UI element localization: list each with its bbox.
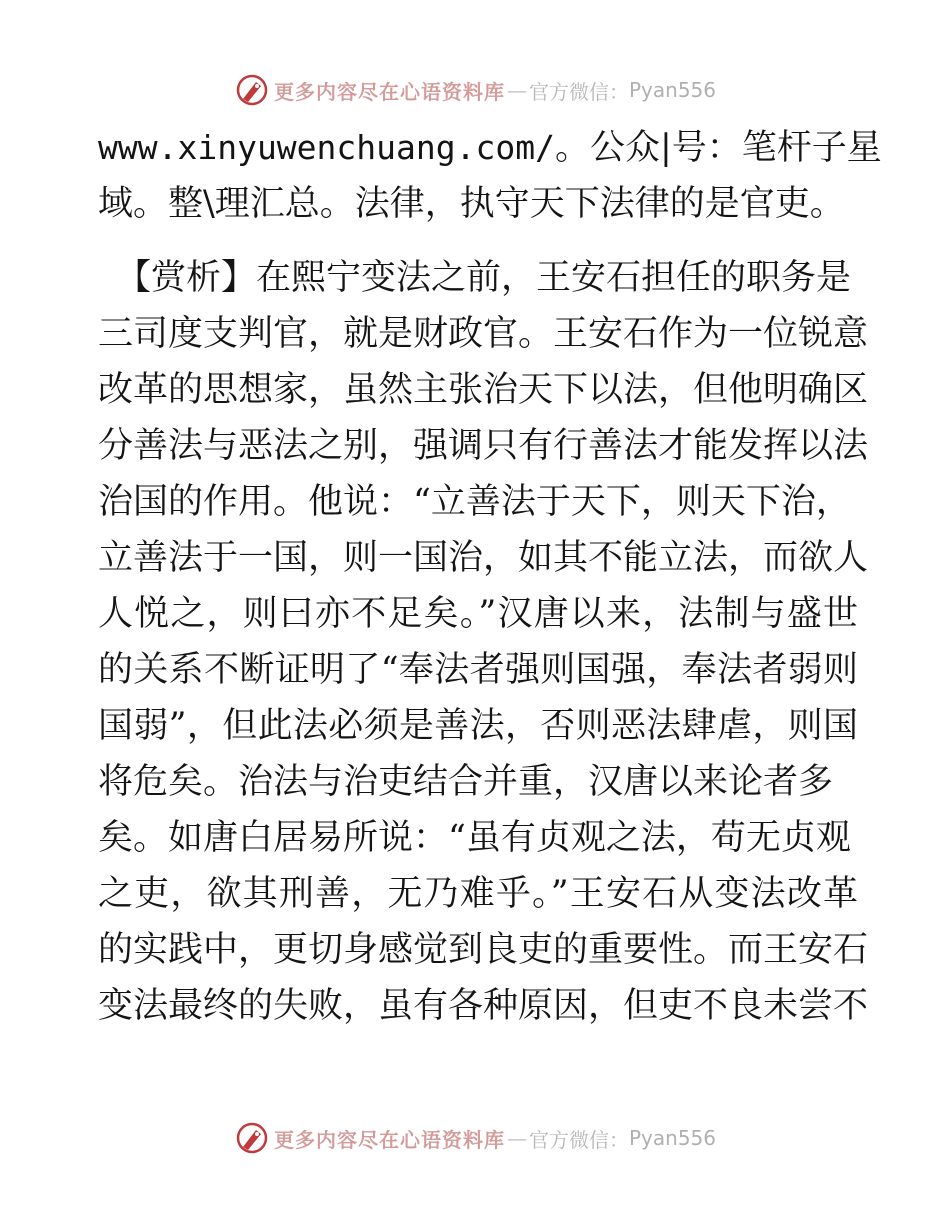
banner-separator: — [506,1126,527,1150]
paragraph-2 [98,250,869,1034]
banner-wechat-label: 官方微信： [528,79,629,104]
text-line: 的实践中，更切身感觉到良吏的重要性。而王安石 [98,930,869,970]
banner-separator: — [506,78,527,102]
text-line: 【赏析】在熙宁变法之前，王安石担任的职务是 [116,258,852,298]
text-line: 的关系不断证明了“奉法者强则国强，奉法者弱则 [98,650,858,690]
text-line: 将危矣。治法与治吏结合并重，汉唐以来论者多 [98,762,834,802]
text-line: 矣。如唐白居易所说：“虽有贞观之法，苟无贞观 [98,818,851,858]
text-line: 治国的作用。他说：“立善法于天下，则天下治， [98,482,851,522]
text-line: 三司度支判官，就是财政官。王安石作为一位锐意 [98,314,869,354]
banner-wechat-id: Pyan556 [628,1126,716,1150]
text-line: 之吏，欲其刑善，无乃难乎。”王安石从变法改革 [98,874,858,914]
text-line: 改革的思想家，虽然主张治天下以法，但他明确区 [98,370,869,410]
text-line: 域。整\理汇总。法律，执守天下法律的是官吏。 [98,184,845,224]
banner-main-text: 更多内容尽在心语资料库 [273,1127,505,1152]
text-line: 分善法与恶法之别，强调只有行善法才能发挥以法 [98,426,869,466]
text-line: 人悦之，则曰亦不足矣。”汉唐以来，法制与盛世 [98,594,858,634]
text-fragment: 。公众|号：笔杆子星 [554,128,882,168]
banner-wechat-id: Pyan556 [628,78,716,102]
text-line [98,120,882,176]
banner-main-text: 更多内容尽在心语资料库 [273,79,505,104]
footer-banner [0,1118,950,1158]
banner-wechat-label: 官方微信： [528,1127,629,1152]
text-line: 国弱”，但此法必须是善法，否则恶法肆虐，则国 [98,706,858,746]
pen-nib-logo-icon [234,72,270,108]
website-url: www.xinyuwenchuang.com/ [98,128,555,167]
header-banner [0,70,950,110]
paragraph-1 [98,120,882,232]
text-line: 变法最终的失败，虽有各种原因，但吏不良未尝不 [98,986,869,1026]
text-line: 立善法于一国，则一国治，如其不能立法，而欲人 [98,538,869,578]
pen-nib-logo-icon [234,1120,270,1156]
